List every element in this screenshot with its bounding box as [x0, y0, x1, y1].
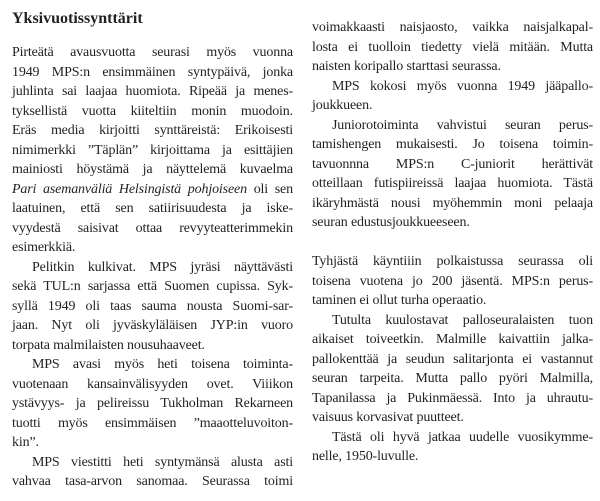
italic-title: Pari asemanväliä Helsingistä pohjoiseen: [12, 181, 247, 197]
text-line: Tutulta kuulostavat palloseuralaisten tuon: [332, 312, 593, 328]
text-line: taminen ei ollut turha operaatio.: [312, 293, 487, 308]
text-line: vaisuus korvasivat puutteet.: [312, 410, 464, 425]
text-line: tamishengen mukaisesti. Jo toisena toimin-: [312, 137, 593, 152]
text-line: Tyhjästä käyntiiin polkaistussa seurassa oli: [312, 254, 593, 269]
text-line: otteillaan futispiireissä laajaa huomiota. Tästä: [312, 176, 593, 191]
text-line: toisena vuotena jo 200 jäsentä. MPS:n perus-: [312, 273, 593, 289]
text-line: MPS viestitti heti syntymänsä alusta asti: [32, 454, 293, 470]
text-line: ystävyys- ja pelireissu Tukholman Rekarneen: [12, 396, 293, 411]
text-line: jaan. Nyt oli jyväskyläläisen JYP:in vuoro: [12, 318, 293, 333]
text-line: laatuinen, että sen satiirisuudesta ja iske-: [12, 201, 293, 216]
text-line: vahvaa tasa-arvon sanomaa. Seurassa toimi: [12, 474, 293, 489]
text-line: MPS avasi myös heti toisena toiminta-: [32, 357, 293, 372]
text-line: Tapanilassa ja Pukinmäessä. Into ja uhrautu-: [312, 390, 593, 406]
text-line: syllä 1949 oli taas sauma nousta Suomi-sar-: [12, 298, 293, 314]
text-line: seuran tarpeita. Mutta pallo pyöri Malmilla,: [312, 371, 593, 386]
text-line: vuotenaan kansainvälisyyden ovet. Viiikon: [12, 376, 293, 392]
text-line: nelle, 1950-luvulle.: [312, 449, 419, 464]
text-line: Juniorotoiminta vahvistui seuran perus-: [332, 117, 593, 133]
text-line: 1949 MPS:n ensimmäinen syntypäivä, jonka: [12, 64, 293, 80]
text-line: mainiosti höystämä ja näyttelemä kuvaelma: [12, 162, 293, 177]
text-line: kin”.: [12, 435, 39, 450]
right-column: [312, 18, 593, 467]
text-line: sekä TUL:n sarjassa että Suomen cupissa. Syk-: [12, 279, 293, 294]
text-line: nimimerkki ”Täplän” kirjoittama ja esittäjien: [12, 142, 293, 158]
text-line: Eräs media kirjoitti synttäreistä: Erikoisesti: [12, 123, 293, 138]
text-line: voimakkaasti naisjaosto, vaikka naisjalkapal-: [312, 20, 593, 35]
text-line: MPS kokosi myös vuonna 1949 jääpallo-: [332, 78, 593, 94]
text-line: Tästä oli hyvä jatkaa uudelle vuosikymme-: [332, 429, 593, 445]
section-title: Yksivuotissynttärit: [12, 10, 143, 27]
text-line: [12, 180, 293, 200]
text-line: tavuonnna MPS:n C-juniorit herättivät: [312, 156, 593, 172]
text-line: naisten koripallo starttasi seurassa.: [312, 59, 501, 74]
text-line: Pelitkin kulkivat. MPS jyräsi näyttävästi: [32, 259, 293, 275]
text-line: ikäryhmästä nousi myöhemmin moni pelaaja: [312, 195, 593, 211]
text-line: aikaiset toiveetkin. Malmille kaivattiin jalka-: [312, 332, 593, 347]
paragraph-gap: [312, 233, 593, 253]
text-line: Pirteätä avausvuotta seurasi myös vuonna: [12, 45, 293, 60]
left-column: [12, 43, 293, 492]
text-line: esimerkkiä.: [12, 240, 76, 255]
text-line: tuotti myös ensimmäisen ”maaotteluvoiton-: [12, 415, 293, 431]
text-line: pallokenttää ja seudun salitarjonta ei vastannut: [312, 351, 593, 367]
text-line: vyydestä saisivat ottaa revyyteatterimmekin: [12, 220, 293, 236]
text-line: seuran edustusjoukkueeseen.: [312, 215, 470, 230]
text-line: torpata malmilaisten nousuhaaveet.: [12, 337, 205, 353]
text-line: joukkueen.: [312, 98, 373, 113]
text-line: losta ei tuolloin tiedetty vielä mitään. Mutta: [312, 39, 593, 55]
text-line: tyksellistä vuotta kiiteltiin monin muodoin.: [12, 103, 293, 119]
text-span: oli sen: [253, 181, 293, 197]
text-line: juhlinta sai laajaa huomiota. Ripeää ja menes-: [12, 84, 293, 99]
